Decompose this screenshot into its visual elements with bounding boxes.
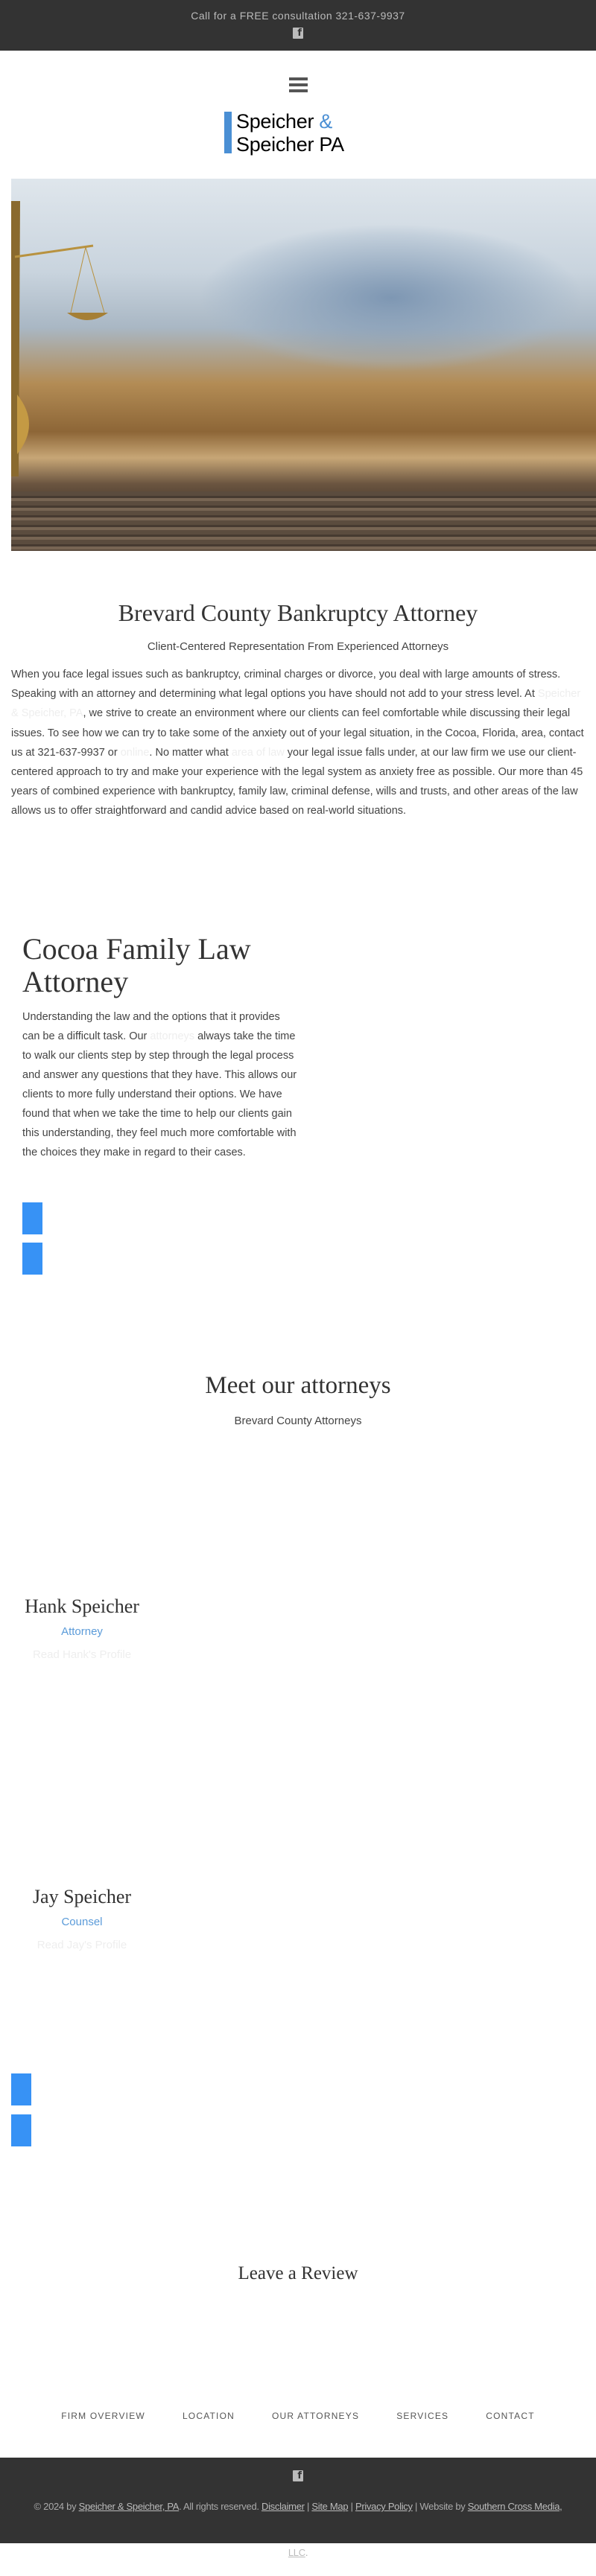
firm-link[interactable]: Speicher & Speicher, PA (78, 2501, 180, 2512)
nav-our-attorneys[interactable]: OUR ATTORNEYS (272, 2411, 360, 2421)
online-link[interactable]: online (120, 746, 150, 759)
scales-of-justice-icon (11, 201, 115, 476)
logo[interactable] (223, 110, 373, 158)
read-profile-link[interactable]: Read Jay's Profile (37, 1939, 127, 1951)
column-icon (224, 112, 232, 153)
agency-link[interactable]: Southern Cross Media, LLC (288, 2501, 562, 2558)
footer-nav (0, 2411, 596, 2421)
attorney-name: Hank Speicher (25, 1595, 139, 1617)
intro-subtitle: Client-Centered Representation From Experienced Attorneys (147, 640, 449, 653)
blue-button[interactable] (22, 1202, 42, 1234)
call-text: Call for a FREE consultation 321-637-9937 (191, 10, 405, 22)
firm-link[interactable]: Speicher & Speicher, PA (11, 688, 581, 720)
attorney-card (0, 1595, 164, 1661)
attorneys-link[interactable]: attorneys (150, 1030, 195, 1042)
intro-paragraph: When you face legal issues such as bankruptcy, criminal charges or divorce, you deal with large amounts of stress. Speaking with an attorney and determining what legal options you have should not add to your stress level. At Speicher & Speicher, PA, we strive to create an environment where our clients can feel comfortable while discussing their legal issues. To see how we can try to take some of the anxiety out of your legal situation, in the Cocoa, Florida, area, contact us at 321-637-9937 or online. No matter what area of law your legal issue falls under, at our law firm we use our client-centered approach to try and make your experience with the legal system as anxiety free as possible. Our more than 45 years of combined experience with bankruptcy, family law, criminal defense, wills and trusts, and other areas of the law allows us to offer straightforward and candid advice based on real-world situations. (11, 669, 584, 817)
top-bar (0, 0, 596, 51)
disclaimer-link[interactable]: Disclaimer (261, 2501, 305, 2512)
page-title: Brevard County Bankruptcy Attorney (118, 599, 478, 626)
logo-text: Speicher (236, 110, 314, 133)
nav-location[interactable]: LOCATION (182, 2411, 235, 2421)
facebook-icon[interactable]: f (293, 28, 303, 39)
footer (0, 2458, 596, 2558)
copyright: © 2024 by Speicher & Speicher, PA. All rights reserved. Disclaimer | Site Map | Privacy Policy | Website by Southern Cross Media, LLC. (34, 2501, 562, 2558)
facebook-icon[interactable]: f (293, 2470, 303, 2481)
attorney-card (0, 1886, 164, 1951)
nav-services[interactable]: SERVICES (396, 2411, 449, 2421)
logo-text: Speicher (236, 133, 314, 156)
blue-button[interactable] (11, 2073, 31, 2105)
logo-amp: & (319, 110, 333, 133)
blue-button[interactable] (22, 1243, 42, 1275)
hero-image (11, 179, 596, 551)
blue-button[interactable] (11, 2114, 31, 2146)
area-of-law-link[interactable]: area of law (231, 746, 285, 759)
sitemap-link[interactable]: Site Map (311, 2501, 349, 2512)
read-profile-link[interactable]: Read Hank's Profile (32, 1648, 132, 1661)
attorney-name: Jay Speicher (32, 1886, 132, 1907)
attorneys-heading: Meet our attorneys (205, 1372, 391, 1399)
attorney-role: Attorney (61, 1625, 103, 1638)
attorneys-subtitle: Brevard County Attorneys (234, 1415, 362, 1427)
nav-contact[interactable]: CONTACT (486, 2411, 535, 2421)
hamburger-menu-icon[interactable] (289, 77, 308, 93)
wood-table (11, 491, 596, 551)
logo-pa: PA (319, 133, 344, 156)
family-law-heading: Cocoa Family Law Attorney (22, 932, 251, 998)
family-law-paragraph: Understanding the law and the options that it provides can be a difficult task. Our attorneys always take the time to walk our clients step by step through the legal process and answer any questions that they have. This allows our clients to more fully understand their options. We have found that when we take the time to help our clients gain this understanding, they feel much more comfortable with the choices they make in regard to their cases. (22, 1011, 297, 1158)
review-heading: Leave a Review (238, 2263, 358, 2283)
attorney-role: Counsel (61, 1916, 103, 1928)
nav-firm-overview[interactable]: FIRM OVERVIEW (61, 2411, 145, 2421)
privacy-link[interactable]: Privacy Policy (355, 2501, 413, 2512)
